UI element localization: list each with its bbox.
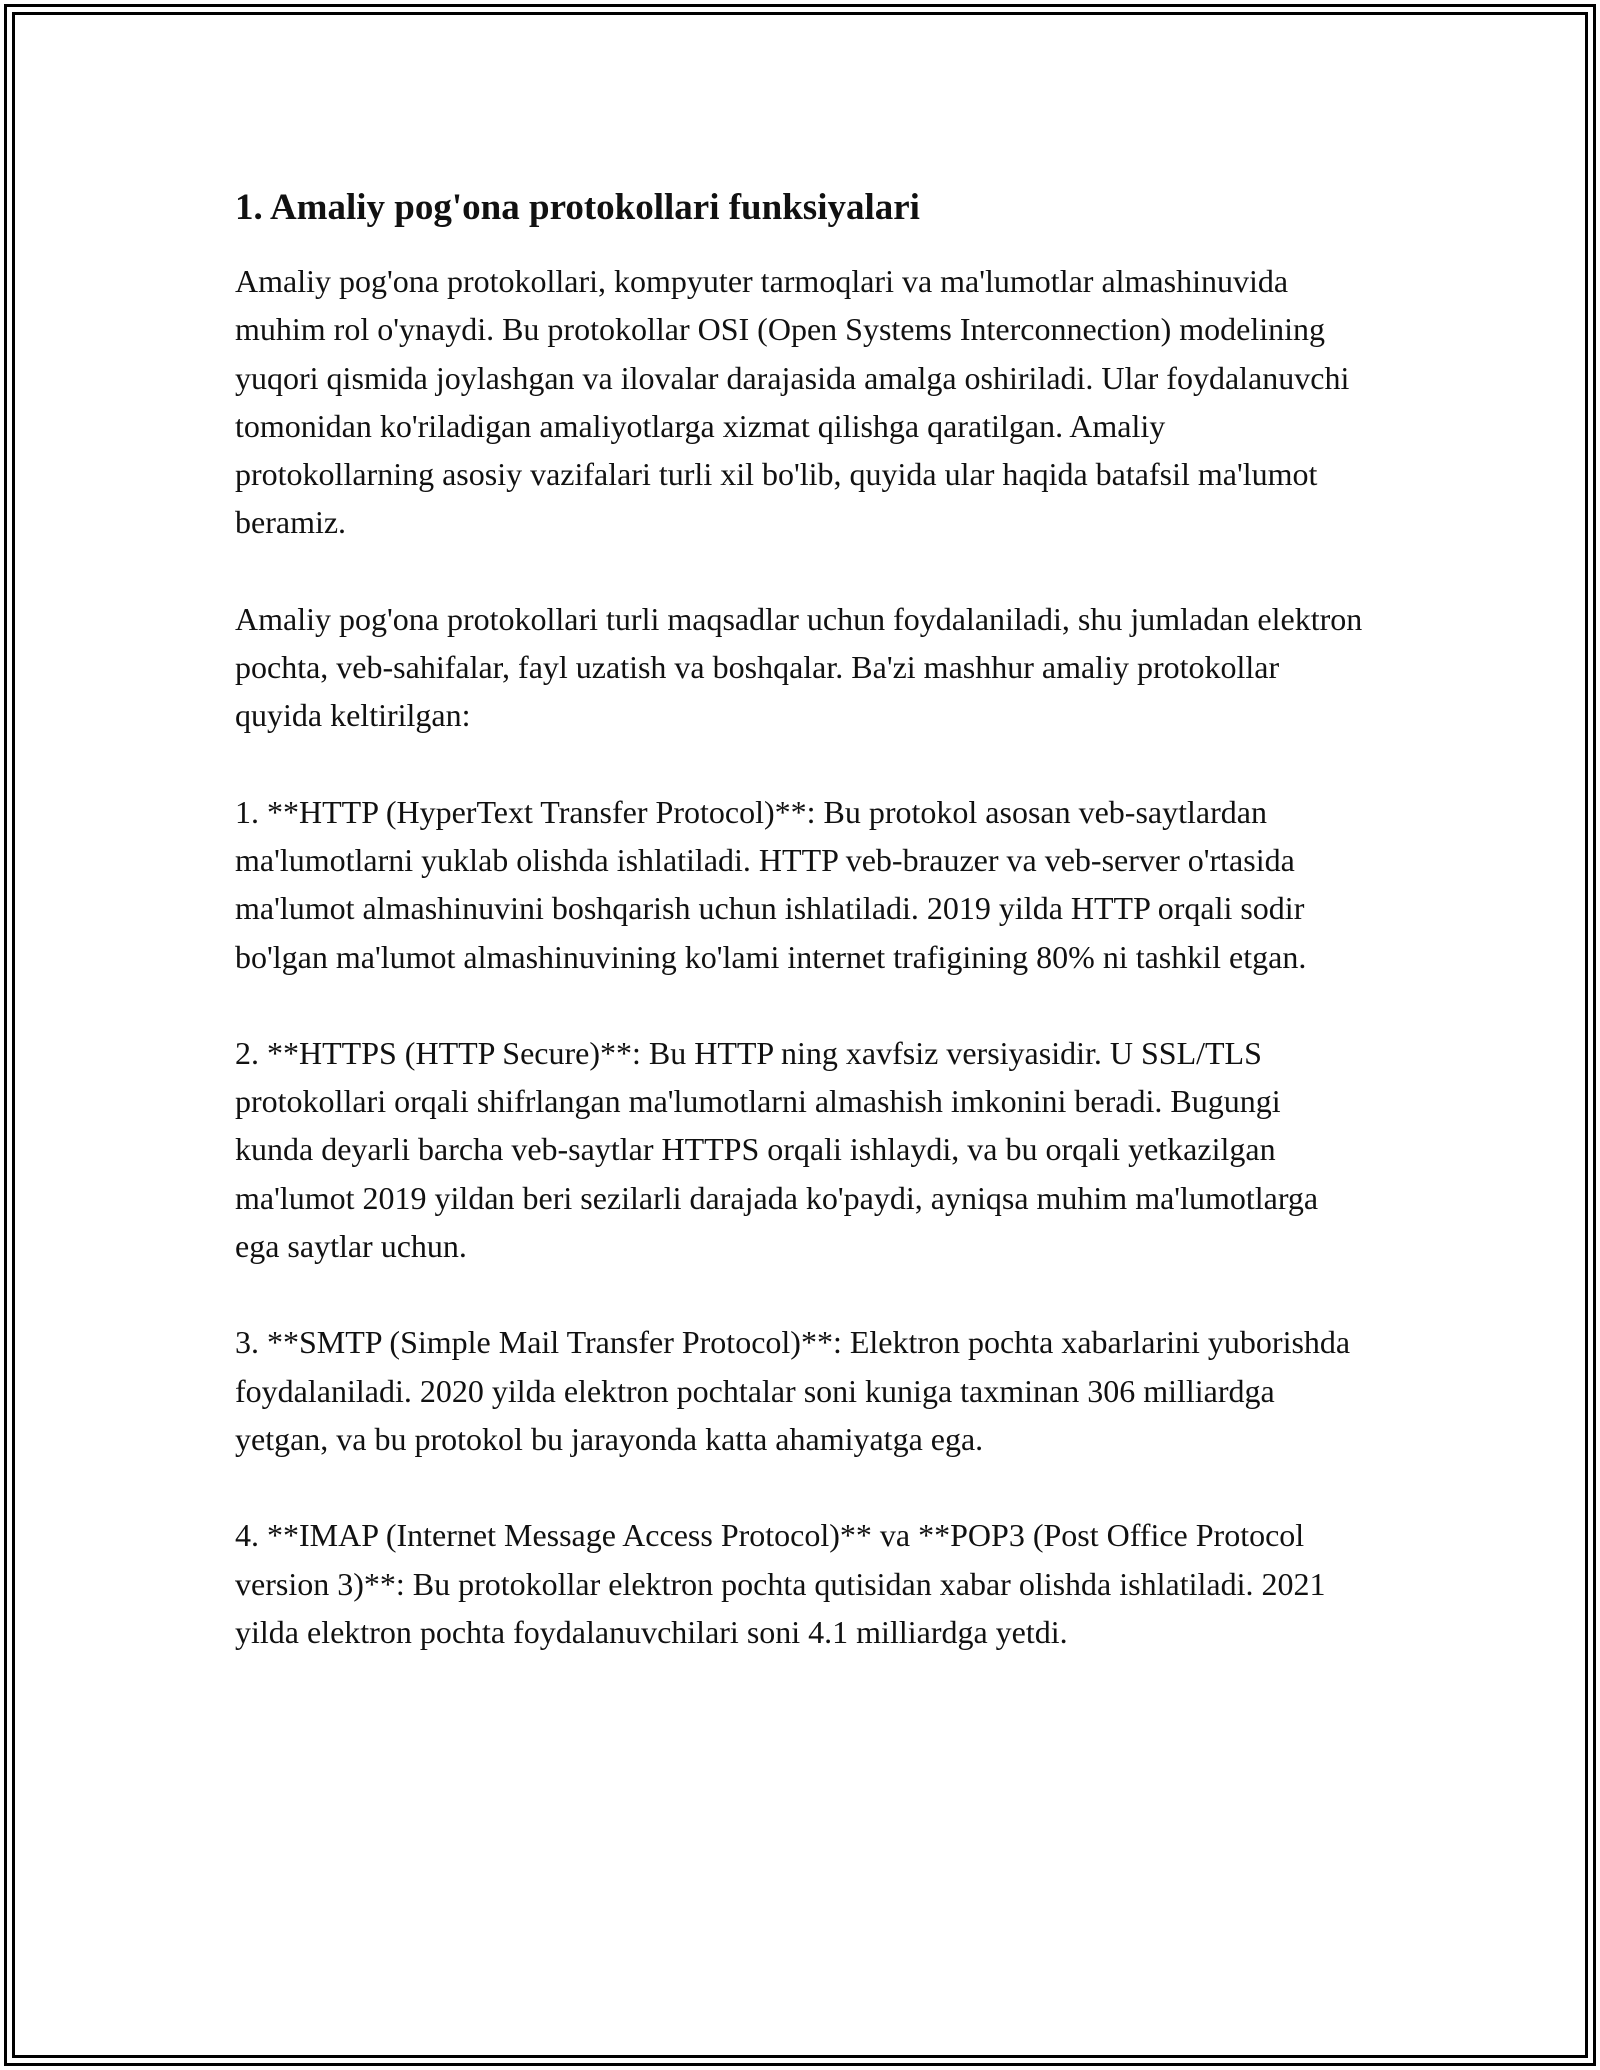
list-item-http: 1. **HTTP (HyperText Transfer Protocol)**: Bu protokol asosan veb-saytlardan ma'lumotlarni yuklab olishda ishlatiladi. HTTP veb-brauzer va veb-server o'rtasida ma'lumot almashinuvini boshqarish uchun ishlatiladi. 2019 yilda HTTP orqali sodir bo'lgan ma'lumot almashinuvining ko'lami internet trafigining 80% ni tashkil etgan. — [235, 793, 1307, 975]
list-item-https: 2. **HTTPS (HTTP Secure)**: Bu HTTP ning xavfsiz versiyasidir. U SSL/TLS protokollari orqali shifrlangan ma'lumotlarni almashish imkonini beradi. Bugungi kunda deyarli barcha veb-saytlar HTTPS orqali ishlaydi, va bu orqali yetkazilgan ma'lumot 2019 yildan beri sezilarli darajada ko'paydi, ayniqsa muhim ma'lumotlarga ega saytlar uchun. — [235, 1034, 1319, 1265]
usage-paragraph: Amaliy pog'ona protokollari turli maqsadlar uchun foydalaniladi, shu jumladan elektron pochta, veb-sahifalar, fayl uzatish va boshqalar. Ba'zi mashhur amaliy protokollar quyida keltirilgan: — [235, 600, 1363, 734]
list-item-imap-pop3: 4. **IMAP (Internet Message Access Protocol)** va **POP3 (Post Office Protocol version 3)**: Bu protokollar elektron pochta qutisidan xabar olishda ishlatiladi. 2021 yilda elektron pochta foydalanuvchilari soni 4.1 milliardga yetdi. — [235, 1517, 1326, 1650]
section-title: 1. Amaliy pog'ona protokollari funksiyalari — [235, 187, 920, 228]
document-body — [235, 185, 1365, 1704]
list-item-smtp: 3. **SMTP (Simple Mail Transfer Protocol)**: Elektron pochta xabarlarini yuborishda foydalaniladi. 2020 yilda elektron pochtalar soni kuniga taxminan 306 milliardga yetgan, va bu protokol bu jarayonda katta ahamiyatga ega. — [235, 1324, 1351, 1457]
intro-paragraph: Amaliy pog'ona protokollari, kompyuter tarmoqlari va ma'lumotlar almashinuvida muhim rol o'ynaydi. Bu protokollar OSI (Open Systems Interconnection) modelining yuqori qismida joylashgan va ilovalar darajasida amalga oshiriladi. Ular foydalanuvchi tomonidan ko'riladigan amaliyotlarga xizmat qilishga qaratilgan. Amaliy protokollarning asosiy vazifalari turli xil bo'lib, quyida ular haqida batafsil ma'lumot beramiz. — [235, 263, 1350, 541]
